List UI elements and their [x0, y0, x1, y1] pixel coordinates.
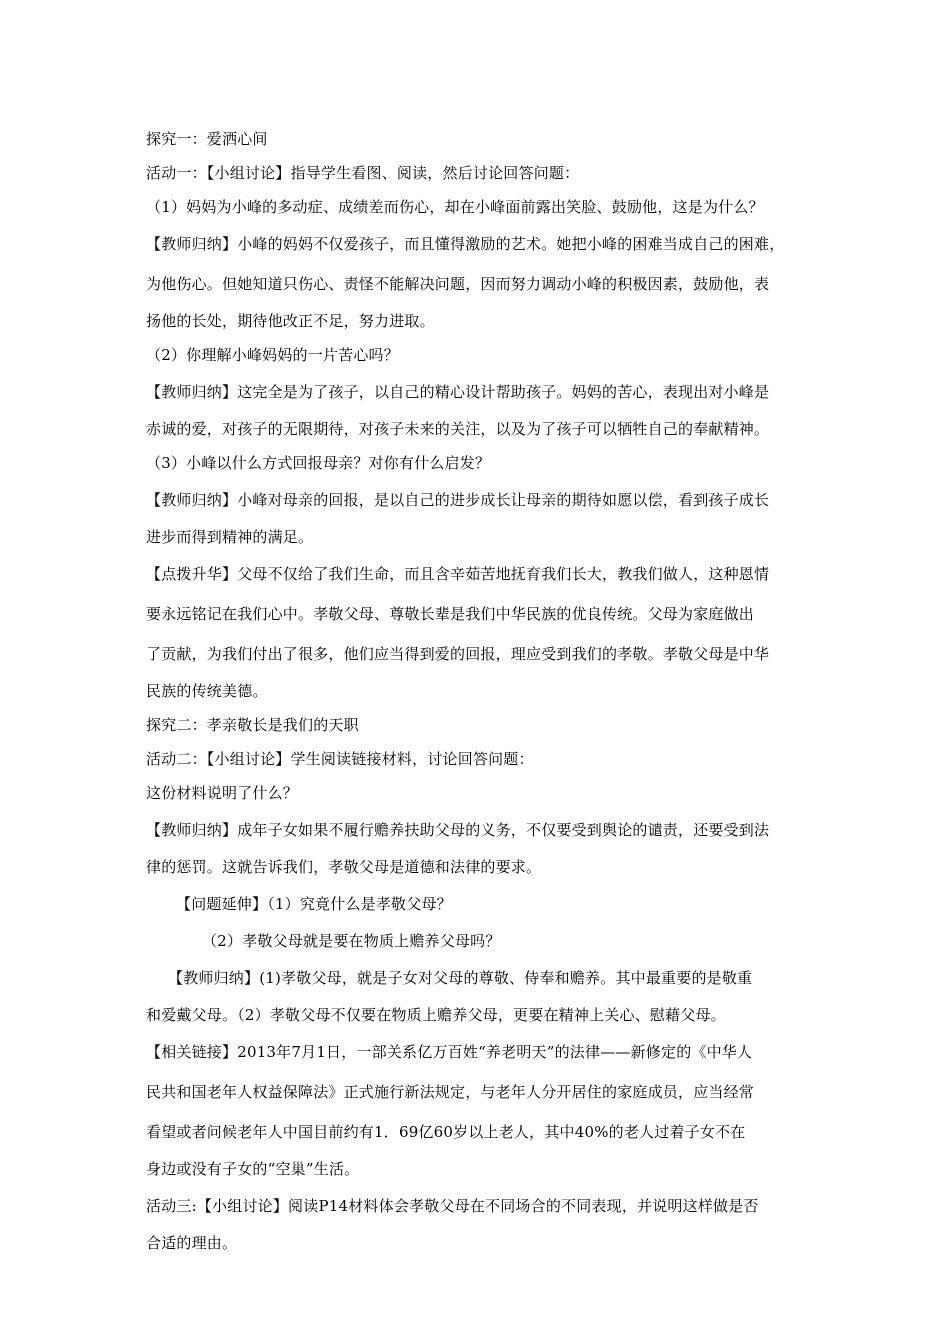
insight-line-3: 了贡献，为我们付出了很多，他们应当得到爱的回报，理应受到我们的孝敬。孝敬父母是中华	[146, 645, 770, 663]
activity-2-intro: 活动二：【小组讨论】学生阅读链接材料，讨论回答问题：	[146, 750, 534, 768]
teacher-summary-2-line-2: 赤诚的爱，对孩子的无限期待，对孩子未来的关注，以及为了孩子可以牺牲自己的奉献精神。	[146, 420, 770, 438]
question-3: （3）小峰以什么方式回报母亲？对你有什么启发？	[146, 454, 491, 472]
related-link-line-2: 民共和国老年人权益保障法》正式施行新法规定，与老年人分开居住的家庭成员，应当经常	[146, 1083, 755, 1101]
question-2: （2）你理解小峰妈妈的一片苦心吗？	[146, 346, 399, 364]
teacher-summary-3-line-1: 【教师归纳】小峰对母亲的回报，是以自己的进步成长让母亲的期待如愿以偿，看到孩子成长	[146, 491, 770, 509]
question-1: （1）妈妈为小峰的多动症、成绩差而伤心，却在小峰面前露出笑脸、鼓励他，这是为什么？	[146, 198, 764, 216]
activity-1-intro: 活动一：【小组讨论】指导学生看图、阅读，然后讨论回答问题：	[146, 164, 580, 182]
related-link-line-4: 身边或没有子女的“空巢”生活。	[146, 1160, 360, 1178]
section-heading-2: 探究二：孝亲敬长是我们的天职	[146, 716, 359, 734]
insight-line-2: 要永远铭记在我们心中。孝敬父母、尊敬长辈是我们中华民族的优良传统。父母为家庭做出	[146, 605, 755, 623]
activity-3-line-2: 合适的理由。	[146, 1234, 238, 1252]
insight-line-4: 民族的传统美德。	[146, 682, 268, 700]
extension-question-1: 【问题延伸】（1）究竟什么是孝敬父母？	[176, 895, 452, 913]
insight-line-1: 【点拨升华】父母不仅给了我们生命，而且含辛茹苦地抚育我们长大，教我们做人，这种恩情	[146, 565, 770, 583]
teacher-summary-1-line-3: 扬他的长处，期待他改正不足，努力进取。	[146, 312, 435, 330]
teacher-summary-5-line-1: 【教师归纳】(1)孝敬父母，就是子女对父母的尊敬、侍奉和赡养。其中最重要的是敬重	[168, 969, 753, 987]
related-link-line-3: 看望或者问候老年人中国目前约有1．69亿60岁以上老人，其中40%的老人过着子女不在	[146, 1123, 746, 1141]
related-link-line-1: 【相关链接】2013年7月1日，一部关系亿万百姓“养老明天”的法律——新修定的《中华人	[146, 1043, 753, 1061]
teacher-summary-1-line-1: 【教师归纳】小峰的妈妈不仅爱孩子，而且懂得激励的艺术。她把小峰的困难当成自己的困难，	[146, 235, 785, 253]
section-heading-1: 探究一：爱洒心间	[146, 130, 268, 148]
extension-question-2: （2）孝敬父母就是要在物质上赡养父母吗？	[202, 932, 501, 950]
question-4: 这份材料说明了什么？	[146, 784, 299, 802]
teacher-summary-4-line-1: 【教师归纳】成年子女如果不履行赡养扶助父母的义务，不仅要受到舆论的谴责，还要受到法	[146, 821, 770, 839]
teacher-summary-4-line-2: 律的惩罚。这就告诉我们，孝敬父母是道德和法律的要求。	[146, 858, 542, 876]
teacher-summary-3-line-2: 进步而得到精神的满足。	[146, 528, 314, 546]
activity-3-line-1: 活动三:【小组讨论】阅读P14材料体会孝敬父母在不同场合的不同表现，并说明这样做是否	[146, 1197, 759, 1215]
teacher-summary-1-line-2: 为他伤心。但她知道只伤心、责怪不能解决问题，因而努力调动小峰的积极因素，鼓励他，表	[146, 275, 770, 293]
teacher-summary-2-line-1: 【教师归纳】这完全是为了孩子，以自己的精心设计帮助孩子。妈妈的苦心，表现出对小峰是	[146, 383, 770, 401]
document-body	[146, 122, 808, 1260]
teacher-summary-5-line-2: 和爱戴父母。（2）孝敬父母不仅要在物质上赡养父母，更要在精神上关心、慰藉父母。	[146, 1006, 726, 1024]
